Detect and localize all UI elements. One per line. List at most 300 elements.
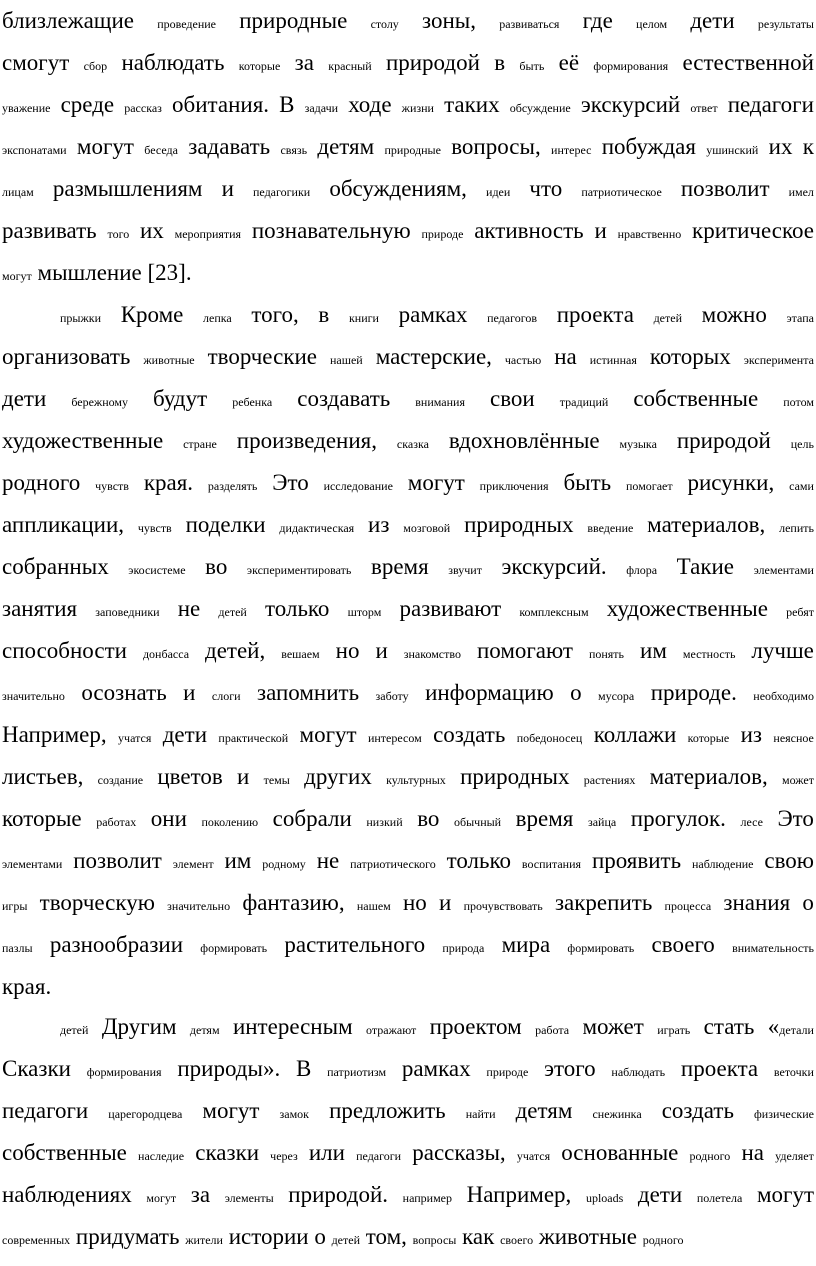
word bbox=[140, 210, 164, 252]
body-text: коллажи bbox=[593, 722, 677, 747]
word bbox=[317, 126, 374, 168]
word bbox=[583, 0, 613, 42]
body-text: на bbox=[554, 344, 577, 369]
paragraph bbox=[0, 0, 816, 294]
inserted-word: донбасса bbox=[142, 647, 190, 661]
body-text: проекта bbox=[556, 302, 634, 327]
body-text: и bbox=[439, 890, 452, 915]
inserted-word: царегородцева bbox=[108, 1107, 183, 1121]
inserted-word: культурных bbox=[386, 773, 446, 787]
body-text: собственные bbox=[2, 1140, 127, 1165]
inserted-word: неясное bbox=[773, 731, 814, 745]
body-text: их bbox=[768, 134, 793, 159]
inserted-word: которые bbox=[238, 59, 281, 73]
body-text: наблюдать bbox=[121, 50, 225, 75]
inserted-word: столу bbox=[370, 17, 399, 31]
text-line bbox=[0, 462, 816, 504]
body-text: рамках bbox=[398, 302, 468, 327]
inserted-word: элементами bbox=[753, 563, 814, 577]
inserted-word: необходимо bbox=[753, 689, 814, 703]
body-text: в bbox=[494, 50, 506, 75]
word bbox=[620, 420, 657, 465]
word bbox=[375, 630, 387, 672]
body-text: Это bbox=[777, 806, 814, 831]
inserted-word: снежинка bbox=[592, 1107, 642, 1121]
word bbox=[400, 588, 502, 630]
body-text: стать bbox=[703, 1014, 755, 1039]
word bbox=[138, 1132, 184, 1177]
text-line bbox=[0, 1006, 816, 1048]
word bbox=[157, 756, 222, 798]
word bbox=[270, 1132, 298, 1177]
word bbox=[433, 714, 505, 756]
text-line bbox=[0, 378, 816, 420]
inserted-word: патриотического bbox=[350, 857, 436, 871]
word bbox=[593, 42, 668, 87]
word bbox=[665, 882, 712, 927]
word bbox=[490, 378, 535, 420]
inserted-word: значительно bbox=[2, 689, 65, 703]
inserted-word: формировать bbox=[200, 941, 268, 955]
word bbox=[751, 630, 813, 672]
word bbox=[618, 210, 682, 255]
word bbox=[690, 84, 717, 129]
body-text: интересным bbox=[232, 1014, 353, 1039]
word bbox=[582, 1006, 643, 1048]
inserted-word: педагогов bbox=[487, 311, 538, 325]
word bbox=[2, 714, 107, 756]
body-text: творческую bbox=[39, 890, 155, 915]
word bbox=[2, 210, 97, 252]
inserted-word: книги bbox=[348, 311, 379, 325]
inserted-word: мероприятия bbox=[174, 227, 242, 241]
word bbox=[188, 126, 270, 168]
word bbox=[758, 0, 814, 45]
text-line bbox=[0, 1048, 816, 1090]
inserted-word: значительно bbox=[167, 899, 231, 913]
body-text: не bbox=[177, 596, 201, 621]
word bbox=[594, 210, 606, 252]
word bbox=[631, 798, 726, 840]
word bbox=[2, 1090, 88, 1132]
inserted-word: низкий bbox=[366, 815, 403, 829]
word bbox=[144, 126, 178, 171]
word bbox=[87, 1048, 162, 1093]
text-line bbox=[0, 630, 816, 672]
word bbox=[415, 378, 465, 423]
inserted-word: того bbox=[107, 227, 130, 241]
inserted-word: внимательность bbox=[732, 941, 814, 955]
body-text: мастерские, bbox=[375, 344, 492, 369]
body-text: организовать bbox=[2, 344, 131, 369]
word bbox=[449, 420, 600, 462]
word bbox=[225, 1174, 274, 1219]
body-text: зоны, bbox=[422, 8, 476, 33]
word bbox=[786, 588, 814, 633]
inserted-word: сами bbox=[789, 479, 814, 493]
body-text: Такие bbox=[676, 554, 735, 579]
body-text: могут bbox=[299, 722, 357, 747]
body-text: может bbox=[582, 1014, 644, 1039]
text-line bbox=[0, 294, 816, 336]
body-text: того, bbox=[251, 302, 299, 327]
word bbox=[304, 756, 372, 798]
word bbox=[417, 798, 439, 840]
inserted-word: формирования bbox=[86, 1065, 162, 1079]
body-text: и bbox=[237, 764, 250, 789]
word bbox=[163, 714, 207, 756]
body-text: своего bbox=[651, 932, 715, 957]
inserted-word: зайца bbox=[587, 815, 617, 829]
word bbox=[183, 420, 217, 465]
word bbox=[329, 1090, 446, 1132]
body-text: творческие bbox=[207, 344, 317, 369]
word bbox=[586, 1174, 623, 1219]
word bbox=[408, 462, 465, 504]
word bbox=[203, 294, 232, 339]
inserted-word: учатся bbox=[516, 1149, 551, 1163]
inserted-word: цель bbox=[790, 437, 814, 451]
word bbox=[544, 1048, 595, 1090]
word bbox=[559, 42, 579, 84]
inserted-word: природные bbox=[384, 143, 441, 157]
word bbox=[121, 294, 184, 336]
body-text: Кроме bbox=[120, 302, 184, 327]
inserted-word: ребят bbox=[786, 605, 814, 619]
word bbox=[502, 546, 607, 588]
word bbox=[447, 840, 511, 882]
body-text: детям bbox=[515, 1098, 573, 1123]
body-text: закрепить bbox=[554, 890, 653, 915]
word bbox=[741, 1132, 764, 1174]
word bbox=[2, 546, 109, 588]
body-text: материалов, bbox=[647, 512, 766, 537]
inserted-word: исследование bbox=[323, 479, 393, 493]
word bbox=[264, 756, 290, 801]
word bbox=[769, 126, 793, 168]
word bbox=[529, 168, 562, 210]
word bbox=[143, 336, 194, 381]
body-text: где bbox=[582, 8, 613, 33]
text-line bbox=[0, 672, 816, 714]
word bbox=[803, 126, 814, 168]
word bbox=[464, 504, 573, 546]
body-text: рамках bbox=[401, 1056, 471, 1081]
inserted-word: лесе bbox=[740, 815, 763, 829]
word bbox=[336, 630, 360, 672]
body-text: создать bbox=[433, 722, 506, 747]
word bbox=[741, 714, 762, 756]
body-text: ходе bbox=[348, 92, 392, 117]
inserted-word: флора bbox=[626, 563, 658, 577]
word bbox=[402, 1048, 471, 1090]
word bbox=[172, 84, 269, 126]
body-text: природе. bbox=[650, 680, 737, 705]
word bbox=[73, 840, 162, 882]
inserted-word: разделять bbox=[207, 479, 258, 493]
text-line bbox=[0, 420, 816, 462]
text-line bbox=[0, 546, 816, 588]
text-line bbox=[0, 1174, 816, 1216]
inserted-word: интерес bbox=[551, 143, 592, 157]
inserted-word: родного bbox=[642, 1233, 684, 1247]
inserted-word: патриотическое bbox=[581, 185, 662, 199]
inserted-word: природе bbox=[421, 227, 464, 241]
inserted-word: природа bbox=[442, 941, 485, 955]
body-text: вдохновлённые bbox=[448, 428, 600, 453]
inserted-word: эксперимента bbox=[743, 353, 814, 367]
word bbox=[657, 1006, 690, 1051]
word bbox=[516, 798, 574, 840]
paragraph bbox=[0, 294, 816, 1008]
text-line bbox=[0, 126, 816, 168]
word bbox=[402, 84, 434, 129]
body-text: рассказы, bbox=[412, 1140, 506, 1165]
body-text: фантазию, bbox=[242, 890, 345, 915]
word bbox=[510, 84, 571, 129]
body-text: не bbox=[316, 848, 340, 873]
body-text: которые bbox=[2, 806, 82, 831]
word bbox=[519, 588, 588, 633]
word bbox=[454, 798, 501, 843]
word bbox=[522, 840, 581, 885]
inserted-word: ребенка bbox=[232, 395, 273, 409]
inserted-word: сбор bbox=[83, 59, 108, 73]
word bbox=[280, 126, 307, 171]
word bbox=[486, 168, 510, 213]
inserted-word: задачи bbox=[304, 101, 339, 115]
body-text: близлежащие bbox=[2, 8, 135, 33]
body-text: но bbox=[403, 890, 427, 915]
text-line bbox=[0, 882, 816, 924]
inserted-word: экспонатами bbox=[2, 143, 67, 157]
inserted-word: интересом bbox=[367, 731, 422, 745]
body-text: края. bbox=[143, 470, 194, 495]
word bbox=[638, 1174, 682, 1216]
body-text: материалов, bbox=[649, 764, 768, 789]
word bbox=[328, 42, 371, 87]
word bbox=[783, 378, 814, 423]
body-text: и bbox=[594, 218, 607, 243]
inserted-word: знакомство bbox=[403, 647, 461, 661]
inserted-word: шторм bbox=[347, 605, 382, 619]
word bbox=[61, 84, 115, 126]
word bbox=[60, 1006, 88, 1051]
body-text: помогают bbox=[476, 638, 573, 663]
body-text: таких bbox=[444, 92, 500, 117]
word bbox=[157, 0, 216, 45]
word bbox=[2, 0, 134, 42]
text-line bbox=[0, 168, 816, 210]
word bbox=[2, 798, 82, 840]
word bbox=[95, 462, 129, 507]
body-text: создать bbox=[661, 1098, 734, 1123]
word bbox=[704, 1006, 755, 1048]
inserted-word: работа bbox=[535, 1023, 570, 1037]
word bbox=[205, 546, 227, 588]
word bbox=[386, 42, 480, 84]
body-text: будут bbox=[153, 386, 208, 411]
inserted-word: лицам bbox=[2, 185, 34, 199]
word bbox=[690, 0, 734, 42]
word bbox=[96, 798, 136, 843]
word bbox=[201, 798, 258, 843]
inserted-word: детей bbox=[653, 311, 682, 325]
body-text: предложить bbox=[329, 1098, 446, 1123]
word bbox=[581, 168, 661, 213]
body-text: из bbox=[740, 722, 762, 747]
inserted-word: лепка bbox=[203, 311, 232, 325]
word bbox=[273, 798, 352, 840]
body-text: природой bbox=[385, 50, 480, 75]
inserted-word: рассказ bbox=[124, 101, 162, 115]
inserted-word: физические bbox=[754, 1107, 814, 1121]
word bbox=[295, 42, 314, 84]
word bbox=[421, 210, 463, 255]
body-text: собрали bbox=[272, 806, 352, 831]
word bbox=[284, 924, 425, 966]
body-text: проекта bbox=[680, 1056, 759, 1081]
word bbox=[439, 882, 451, 924]
word bbox=[202, 1090, 259, 1132]
text-line bbox=[0, 0, 816, 42]
inserted-word: наблюдение bbox=[692, 857, 754, 871]
word bbox=[581, 84, 680, 126]
word bbox=[697, 1174, 742, 1219]
word bbox=[607, 588, 768, 630]
inserted-word: играть bbox=[657, 1023, 691, 1037]
word bbox=[519, 42, 544, 87]
body-text: наблюдениях bbox=[2, 1182, 132, 1207]
word bbox=[186, 504, 266, 546]
word bbox=[774, 1048, 814, 1093]
inserted-word: найти bbox=[465, 1107, 496, 1121]
word bbox=[773, 714, 814, 759]
body-text: аппликации, bbox=[2, 512, 125, 537]
word bbox=[200, 924, 267, 969]
word bbox=[191, 1174, 210, 1216]
word bbox=[611, 1048, 665, 1093]
word bbox=[412, 1132, 505, 1174]
body-text: вопросы, bbox=[451, 134, 541, 159]
word bbox=[386, 756, 446, 801]
word bbox=[2, 378, 46, 420]
body-text: природных bbox=[460, 764, 570, 789]
body-text: дети bbox=[162, 722, 208, 747]
inserted-word: элементами bbox=[2, 857, 63, 871]
body-text: размышлениям bbox=[52, 176, 203, 201]
text-line bbox=[0, 798, 816, 840]
word bbox=[121, 42, 224, 84]
word bbox=[262, 840, 306, 885]
inserted-word: нашей bbox=[329, 353, 363, 367]
inserted-word: введение bbox=[587, 521, 634, 535]
text-line bbox=[0, 1216, 816, 1258]
word bbox=[779, 504, 814, 549]
word bbox=[464, 882, 543, 927]
inserted-word: воспитания bbox=[521, 857, 582, 871]
inserted-word: результаты bbox=[757, 17, 814, 31]
word bbox=[584, 756, 636, 801]
word bbox=[257, 672, 359, 714]
inserted-word: внимания bbox=[415, 395, 465, 409]
inserted-word: наследие bbox=[138, 1149, 185, 1163]
word bbox=[652, 924, 715, 966]
word bbox=[567, 924, 634, 969]
word bbox=[403, 1174, 452, 1219]
word bbox=[300, 714, 357, 756]
word bbox=[195, 1132, 259, 1174]
text-line bbox=[0, 1090, 816, 1132]
inserted-word: веточки bbox=[773, 1065, 814, 1079]
word bbox=[2, 1048, 71, 1090]
word bbox=[357, 882, 391, 927]
inserted-word: чувств bbox=[95, 479, 129, 493]
body-text: позволит bbox=[680, 176, 770, 201]
body-text: можно bbox=[701, 302, 767, 327]
word bbox=[555, 882, 652, 924]
body-text: критическое bbox=[692, 218, 814, 243]
inserted-word: формирования bbox=[593, 59, 669, 73]
word bbox=[71, 378, 128, 423]
body-text: или bbox=[308, 1140, 345, 1165]
inserted-word: традиций bbox=[559, 395, 609, 409]
body-text: осознать bbox=[81, 680, 167, 705]
inserted-word: работах bbox=[96, 815, 137, 829]
word bbox=[2, 336, 130, 378]
body-text: Сказки bbox=[2, 1056, 71, 1081]
word bbox=[587, 504, 633, 549]
text-line bbox=[0, 756, 816, 798]
body-text: и bbox=[221, 176, 234, 201]
inserted-word: замок bbox=[279, 1107, 310, 1121]
word bbox=[626, 462, 673, 507]
word bbox=[237, 756, 249, 798]
body-text: произведения, bbox=[236, 428, 377, 453]
body-text: прогулок. bbox=[630, 806, 726, 831]
word bbox=[350, 840, 436, 885]
text-line bbox=[0, 924, 816, 966]
word bbox=[237, 420, 377, 462]
word bbox=[442, 924, 484, 969]
inserted-word: мозговой bbox=[403, 521, 451, 535]
word bbox=[480, 462, 549, 507]
inserted-word: помогает bbox=[626, 479, 673, 493]
word bbox=[107, 210, 129, 255]
word bbox=[589, 630, 624, 675]
body-text: истории о bbox=[222, 1224, 332, 1249]
inserted-word: детей bbox=[60, 1023, 89, 1037]
body-text: время bbox=[370, 554, 429, 579]
inserted-word: пазлы bbox=[2, 941, 33, 955]
word bbox=[128, 546, 185, 591]
inserted-word: идеи bbox=[486, 185, 511, 199]
word bbox=[224, 840, 251, 882]
body-text: дети bbox=[690, 8, 735, 33]
body-text: других bbox=[304, 764, 372, 789]
word bbox=[368, 504, 389, 546]
inserted-word: экспериментировать bbox=[246, 563, 352, 577]
word bbox=[143, 630, 189, 675]
body-text: знания bbox=[723, 890, 791, 915]
word bbox=[233, 1006, 353, 1048]
word bbox=[744, 336, 814, 381]
body-text: этого bbox=[544, 1056, 596, 1081]
inserted-word: жизни bbox=[401, 101, 434, 115]
inserted-word: этапа bbox=[786, 311, 814, 325]
word bbox=[208, 336, 317, 378]
word bbox=[626, 546, 657, 591]
